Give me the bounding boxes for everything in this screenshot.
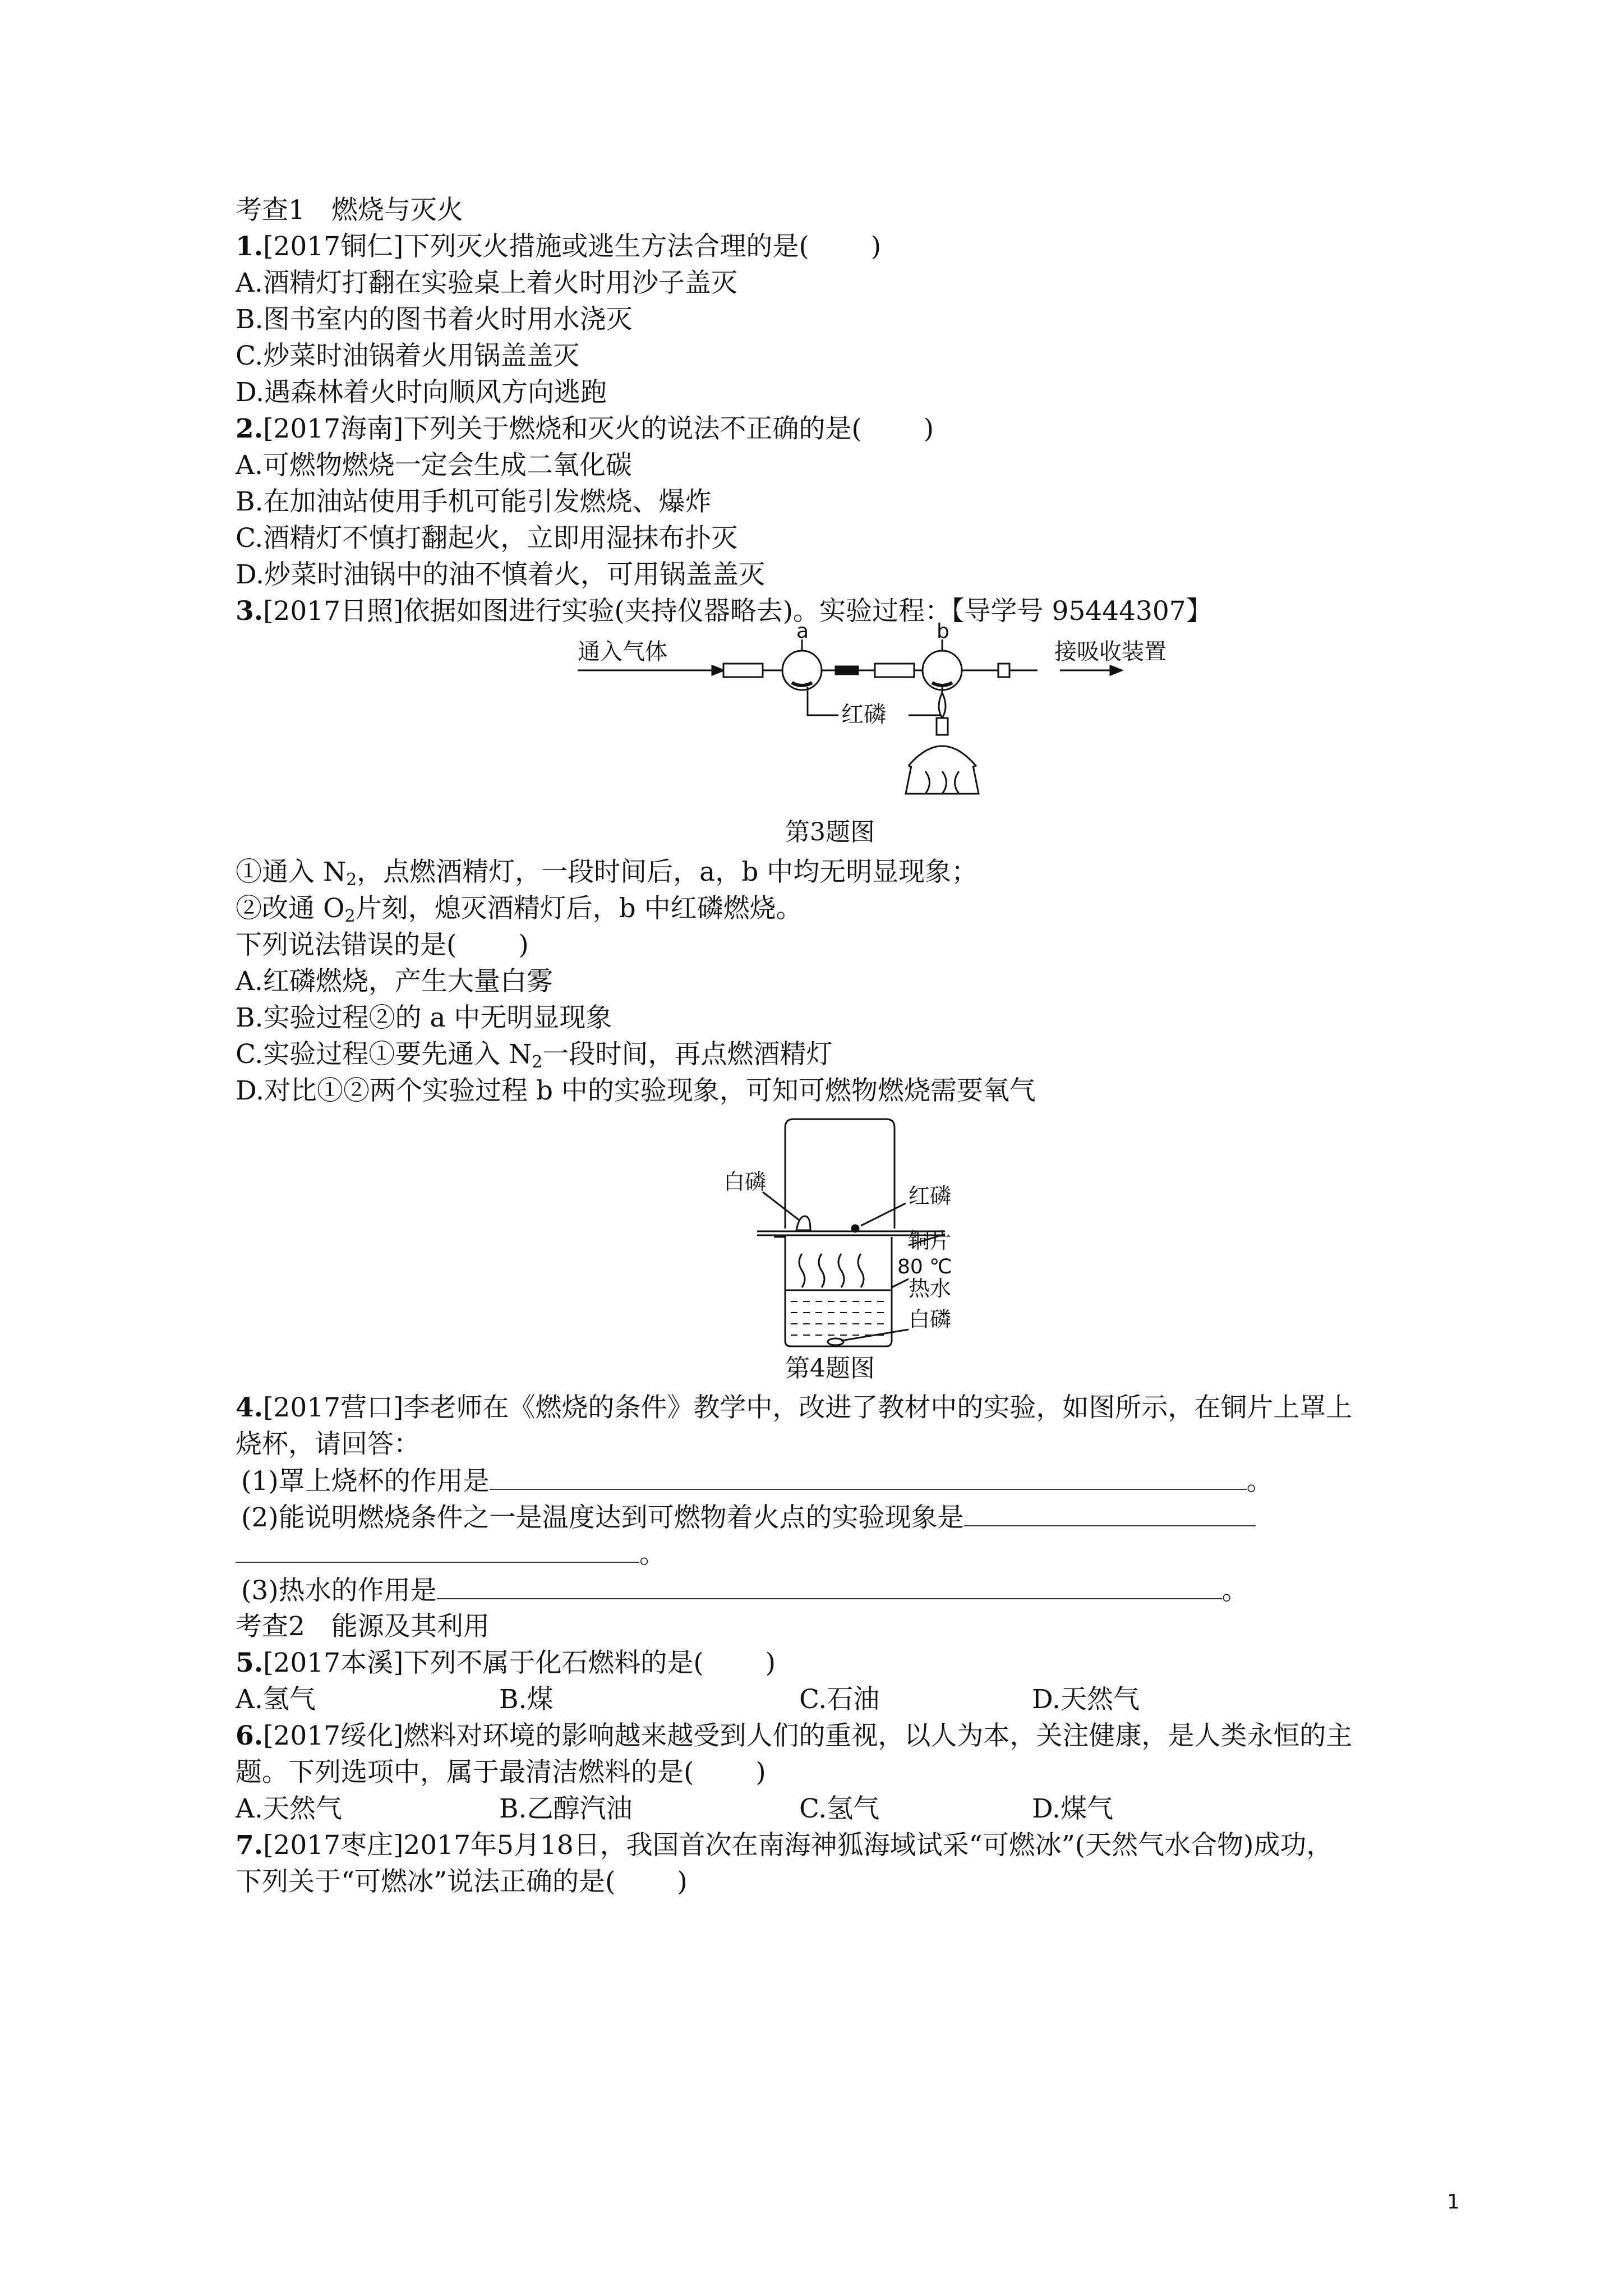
label-white-phosphorus-bottom: 白磷	[909, 1307, 952, 1332]
question-4-stem	[236, 1391, 1352, 1425]
answer-blank[interactable]	[437, 1573, 1222, 1599]
q3-option-a: A.红磷燃烧，产生大量白雾	[236, 966, 553, 997]
q6-option-d: D.煤气	[1032, 1793, 1113, 1824]
page-number: 1	[1447, 2191, 1460, 2214]
question-6-stem-cont: 题。下列选项中，属于最清洁燃料的是( )	[236, 1757, 766, 1788]
q3-option-d: D.对比①②两个实验过程 b 中的实验现象，可知可燃物燃烧需要氧气	[236, 1075, 1036, 1106]
section-title-1: 考查1 燃烧与灭火	[236, 195, 463, 226]
label-absorber: 接吸收装置	[1054, 639, 1166, 665]
answer-blank[interactable]	[236, 1537, 639, 1563]
label-red-phosphorus: 红磷	[909, 1184, 952, 1208]
q2-option-b: B.在加油站使用手机可能引发燃烧、爆炸	[236, 486, 712, 517]
q6-option-c: C.氢气	[799, 1793, 880, 1824]
question-7-stem-cont: 下列关于“可燃冰”说法正确的是( )	[236, 1866, 688, 1897]
q2-option-a: A.可燃物燃烧一定会生成二氧化碳	[236, 450, 632, 481]
figure-3-apparatus	[572, 620, 1166, 816]
q6-option-b: B.乙醇汽油	[499, 1793, 633, 1824]
stem-text: [2017日照]依据如图进行实验(夹持仪器略去)。实验过程：【导学号 95444307】	[263, 596, 1212, 627]
q2-option-d: D.炒菜时油锅中的油不慎着火，可用锅盖盖灭	[236, 559, 765, 590]
q5-option-a: A.氢气	[236, 1684, 316, 1715]
stem-text: [2017枣庄]2017年5月18日，我国首次在南海神狐海域试采“可燃冰”(天然气水合物)成功，	[263, 1830, 1333, 1861]
paren-close: )	[765, 1648, 776, 1678]
label-white-phosphorus-top: 白磷	[723, 1170, 767, 1194]
question-3-stem	[236, 595, 1212, 628]
answer-blank[interactable]	[490, 1464, 1247, 1490]
stem-text: [2017营口]李老师在《燃烧的条件》教学中，改进了教材中的实验，如图所示，在铜片上罩上	[263, 1392, 1353, 1423]
stem-text: [2017绥化]燃料对环境的影响越来越受到人们的重视，以人为本，关注健康，是人类永恒的主	[263, 1720, 1353, 1751]
question-number: 7.	[236, 1830, 264, 1861]
q3-option-c: C.实验过程①要先通入 $N_2$一段时间，再点燃酒精灯	[236, 1039, 833, 1072]
figure-4-caption: 第4题图	[785, 1354, 875, 1383]
q1-option-d: D.遇森林着火时向顺风方向逃跑	[236, 377, 607, 408]
question-5-stem	[236, 1646, 776, 1680]
question-number: 4.	[236, 1392, 264, 1423]
q4-sub-1: (1)罩上烧杯的作用是 。	[241, 1464, 1273, 1498]
question-6-stem	[236, 1719, 1352, 1753]
q5-option-d: D.天然气	[1032, 1684, 1140, 1715]
q4-sub-2-cont: 。	[236, 1537, 666, 1571]
figure-3-caption: 第3题图	[785, 818, 875, 846]
q1-option-c: C.炒菜时油锅着火用锅盖盖灭	[236, 341, 580, 371]
label-b: b	[937, 620, 949, 643]
section-title-2: 考查2 能源及其利用	[236, 1611, 490, 1642]
q4-sub-3: (3)热水的作用是 。	[241, 1573, 1248, 1608]
q4-sub-2: (2)能说明燃烧条件之一是温度达到可燃物着火点的实验现象是	[241, 1501, 1256, 1535]
question-2-stem	[236, 412, 934, 446]
question-number: 1.	[236, 231, 264, 262]
answer-blank[interactable]	[964, 1501, 1256, 1526]
q2-option-c: C.酒精灯不慎打翻起火，立即用湿抹布扑灭	[236, 523, 738, 554]
question-1-stem	[236, 230, 881, 264]
label-hot-water: 热水	[909, 1276, 952, 1301]
q3-ask: 下列说法错误的是( )	[236, 930, 529, 960]
q5-option-b: B.煤	[499, 1684, 554, 1715]
paren-close: )	[923, 413, 934, 444]
q3-step-1: ①通入 $N_2$，点燃酒精灯，一段时间后，a，b 中均无明显现象；	[236, 857, 978, 890]
q1-option-b: B.图书室内的图书着火时用水浇灭	[236, 304, 633, 335]
question-number: 5.	[236, 1648, 264, 1678]
label-copper: 铜片	[909, 1228, 952, 1253]
q6-option-a: A.天然气	[236, 1793, 342, 1824]
question-number: 2.	[236, 413, 264, 444]
stem-text: [2017海南]下列关于燃烧和灭火的说法不正确的是(	[263, 413, 862, 444]
q3-step-2: ②改通 $O_2$片刻，熄灭酒精灯后，b 中红磷燃烧。	[236, 893, 803, 926]
figure-4-apparatus	[723, 1116, 993, 1363]
label-gas-in: 通入气体	[578, 639, 667, 665]
question-number: 3.	[236, 596, 264, 627]
label-red-phosphorus: 红磷	[841, 702, 886, 728]
question-4-stem-cont: 烧杯，请回答：	[236, 1429, 420, 1460]
q1-option-a: A.酒精灯打翻在实验桌上着火时用沙子盖灭	[236, 268, 737, 298]
question-7-stem	[236, 1829, 1332, 1862]
stem-text: [2017本溪]下列不属于化石燃料的是(	[263, 1648, 704, 1678]
paren-close: )	[870, 231, 882, 262]
question-number: 6.	[236, 1720, 264, 1751]
q3-option-b: B.实验过程②的 a 中无明显现象	[236, 1002, 612, 1033]
stem-text: [2017铜仁]下列灭火措施或逃生方法合理的是(	[263, 231, 809, 262]
label-a: a	[796, 620, 809, 643]
label-temperature: 80 ℃	[897, 1255, 952, 1278]
q5-option-c: C.石油	[799, 1684, 880, 1715]
